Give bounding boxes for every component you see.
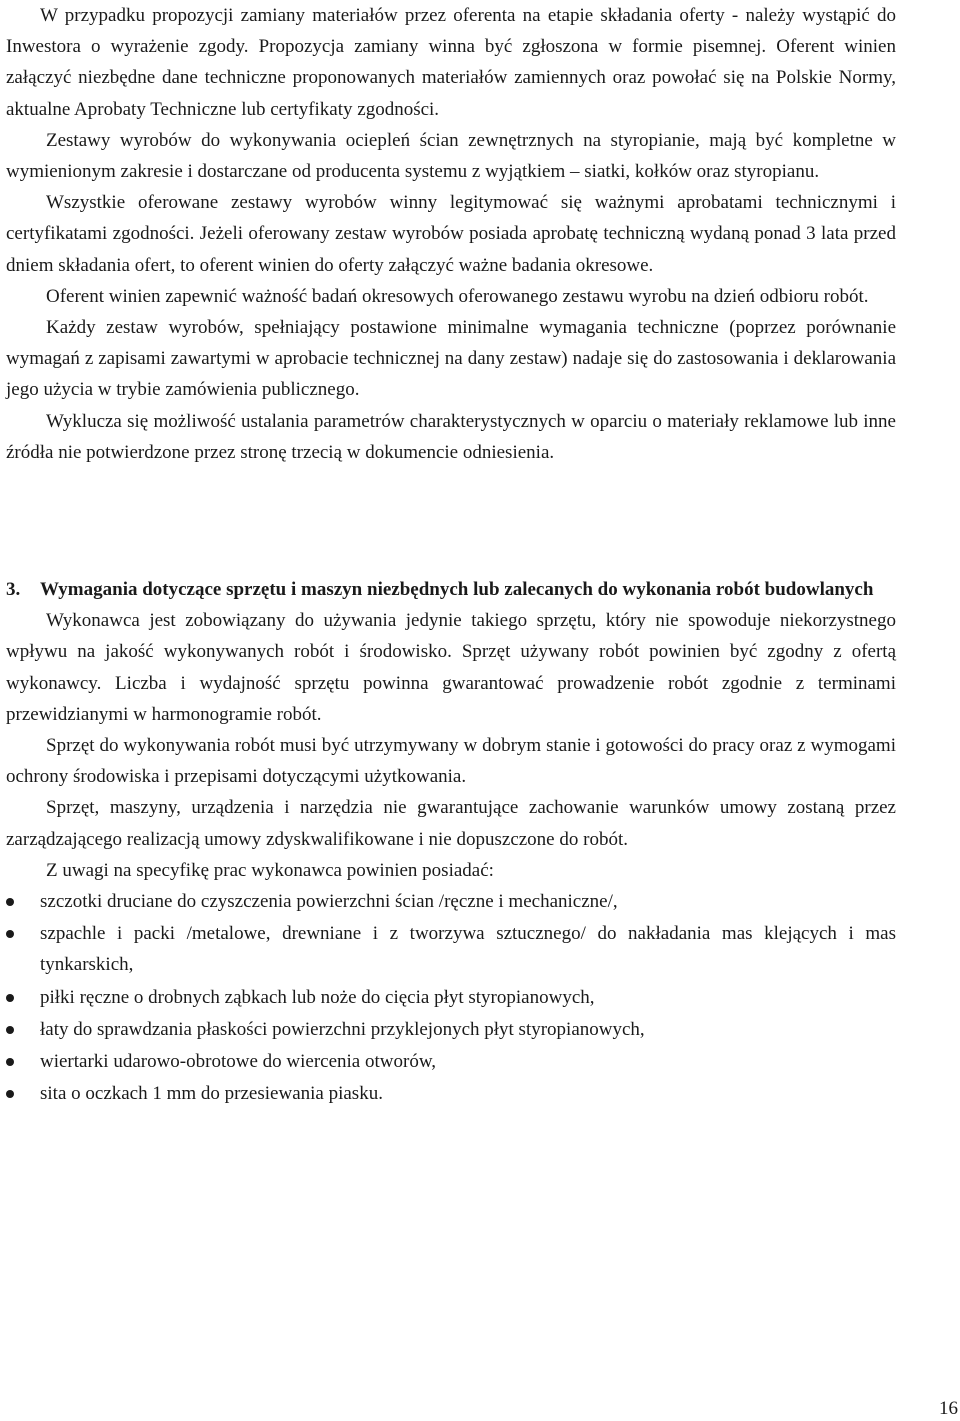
list-item xyxy=(6,1078,896,1109)
paragraph: Oferent winien zapewnić ważność badań okresowych oferowanego zestawu wyrobu na dzień odbioru robót. xyxy=(46,285,869,307)
list-item xyxy=(6,1046,896,1077)
page-number: 16 xyxy=(939,1398,958,1419)
bullet-icon xyxy=(6,930,14,938)
list-item xyxy=(6,1014,896,1045)
section-heading xyxy=(6,574,896,605)
list-item-text: szpachle i packi /metalowe, drewniane i z tworzywa sztucznego/ do nakładania mas klejących i mas tynkarskich, xyxy=(40,923,896,976)
list-item-text: wiertarki udarowo-obrotowe do wiercenia otworów, xyxy=(40,1051,437,1073)
list-item-text: szczotki druciane do czyszczenia powierzchni ścian /ręczne i mechaniczne/, xyxy=(40,891,618,913)
paragraph: Każdy zestaw wyrobów, spełniający postawione minimalne wymagania techniczne (poprzez porównanie wymagań z zapisami zawartymi w aprobacie technicznej na dany zestaw) nadaje się do zastosowania i deklarowania jego użycia w trybie zamówienia publicznego. xyxy=(6,317,896,401)
list-item xyxy=(6,918,896,980)
list-item-text: piłki ręczne o drobnych ząbkach lub noże do cięcia płyt styropianowych, xyxy=(40,986,595,1008)
bullet-icon xyxy=(6,1090,14,1098)
paragraph: Wykonawca jest zobowiązany do używania jedynie takiego sprzętu, który nie spowoduje niekorzystnego wpływu na jakość wykonywanych robót i środowisko. Sprzęt używany robót powinien być zgodny z ofertą wykonawcy. Liczba i wydajność sprzętu powinna gwarantować prowadzenie robót zgodnie z terminami przewidzianymi w harmonogramie robót. xyxy=(6,610,896,725)
equipment-list xyxy=(6,886,896,1109)
list-item-text: łaty do sprawdzania płaskości powierzchni przyklejonych płyt styropianowych, xyxy=(40,1018,645,1040)
bullet-icon xyxy=(6,994,14,1002)
paragraph: Z uwagi na specyfikę prac wykonawca powinien posiadać: xyxy=(46,859,494,881)
paragraph: Wyklucza się możliwość ustalania parametrów charakterystycznych w oparciu o materiały reklamowe lub inne źródła nie potwierdzone przez stronę trzecią w dokumencie odniesienia. xyxy=(6,410,896,463)
paragraph: Sprzęt do wykonywania robót musi być utrzymywany w dobrym stanie i gotowości do pracy oraz z wymogami ochrony środowiska i przepisami dotyczącymi użytkowania. xyxy=(6,735,896,788)
bullet-icon xyxy=(6,1026,14,1034)
list-item xyxy=(6,982,896,1013)
paragraph: Zestawy wyrobów do wykonywania ociepleń ścian zewnętrznych na styropianie, mają być kompletne w wymienionym zakresie i dostarczane od producenta systemu z wyjątkiem – siatki, kołków oraz styropianu. xyxy=(6,129,896,183)
bullet-icon xyxy=(6,1058,14,1066)
paragraph: Sprzęt, maszyny, urządzenia i narzędzia nie gwarantujące zachowanie warunków umowy zostaną przez zarządzającego realizacją umowy zdyskwalifikowane i nie dopuszczone do robót. xyxy=(6,797,896,850)
document-page xyxy=(6,0,896,1111)
section-number: 3. xyxy=(6,579,21,601)
section-title: Wymagania dotyczące sprzętu i maszyn niezbędnych lub zalecanych do wykonania robót budowlanych xyxy=(40,579,874,601)
list-item xyxy=(6,886,896,917)
paragraph: W przypadku propozycji zamiany materiałów przez oferenta na etapie składania oferty - należy wystąpić do Inwestora o wyrażenie zgody. Propozycja zamiany winna być zgłoszona w formie pisemnej. Oferent winien załączyć niezbędne dane techniczne proponowanych materiałów zamiennych oraz powołać się na Polskie Normy, aktualne Aprobaty Techniczne lub certyfikaty zgodności. xyxy=(6,5,896,120)
paragraph: Wszystkie oferowane zestawy wyrobów winny legitymować się ważnymi aprobatami technicznymi i certyfikatami zgodności. Jeżeli oferowany zestaw wyrobów posiada aprobatę techniczną wydaną ponad 3 lata przed dniem składania ofert, to oferent winien do oferty załączyć ważne badania okresowe. xyxy=(6,192,896,276)
list-item-text: sita o oczkach 1 mm do przesiewania piasku. xyxy=(40,1083,383,1105)
bullet-icon xyxy=(6,898,14,906)
